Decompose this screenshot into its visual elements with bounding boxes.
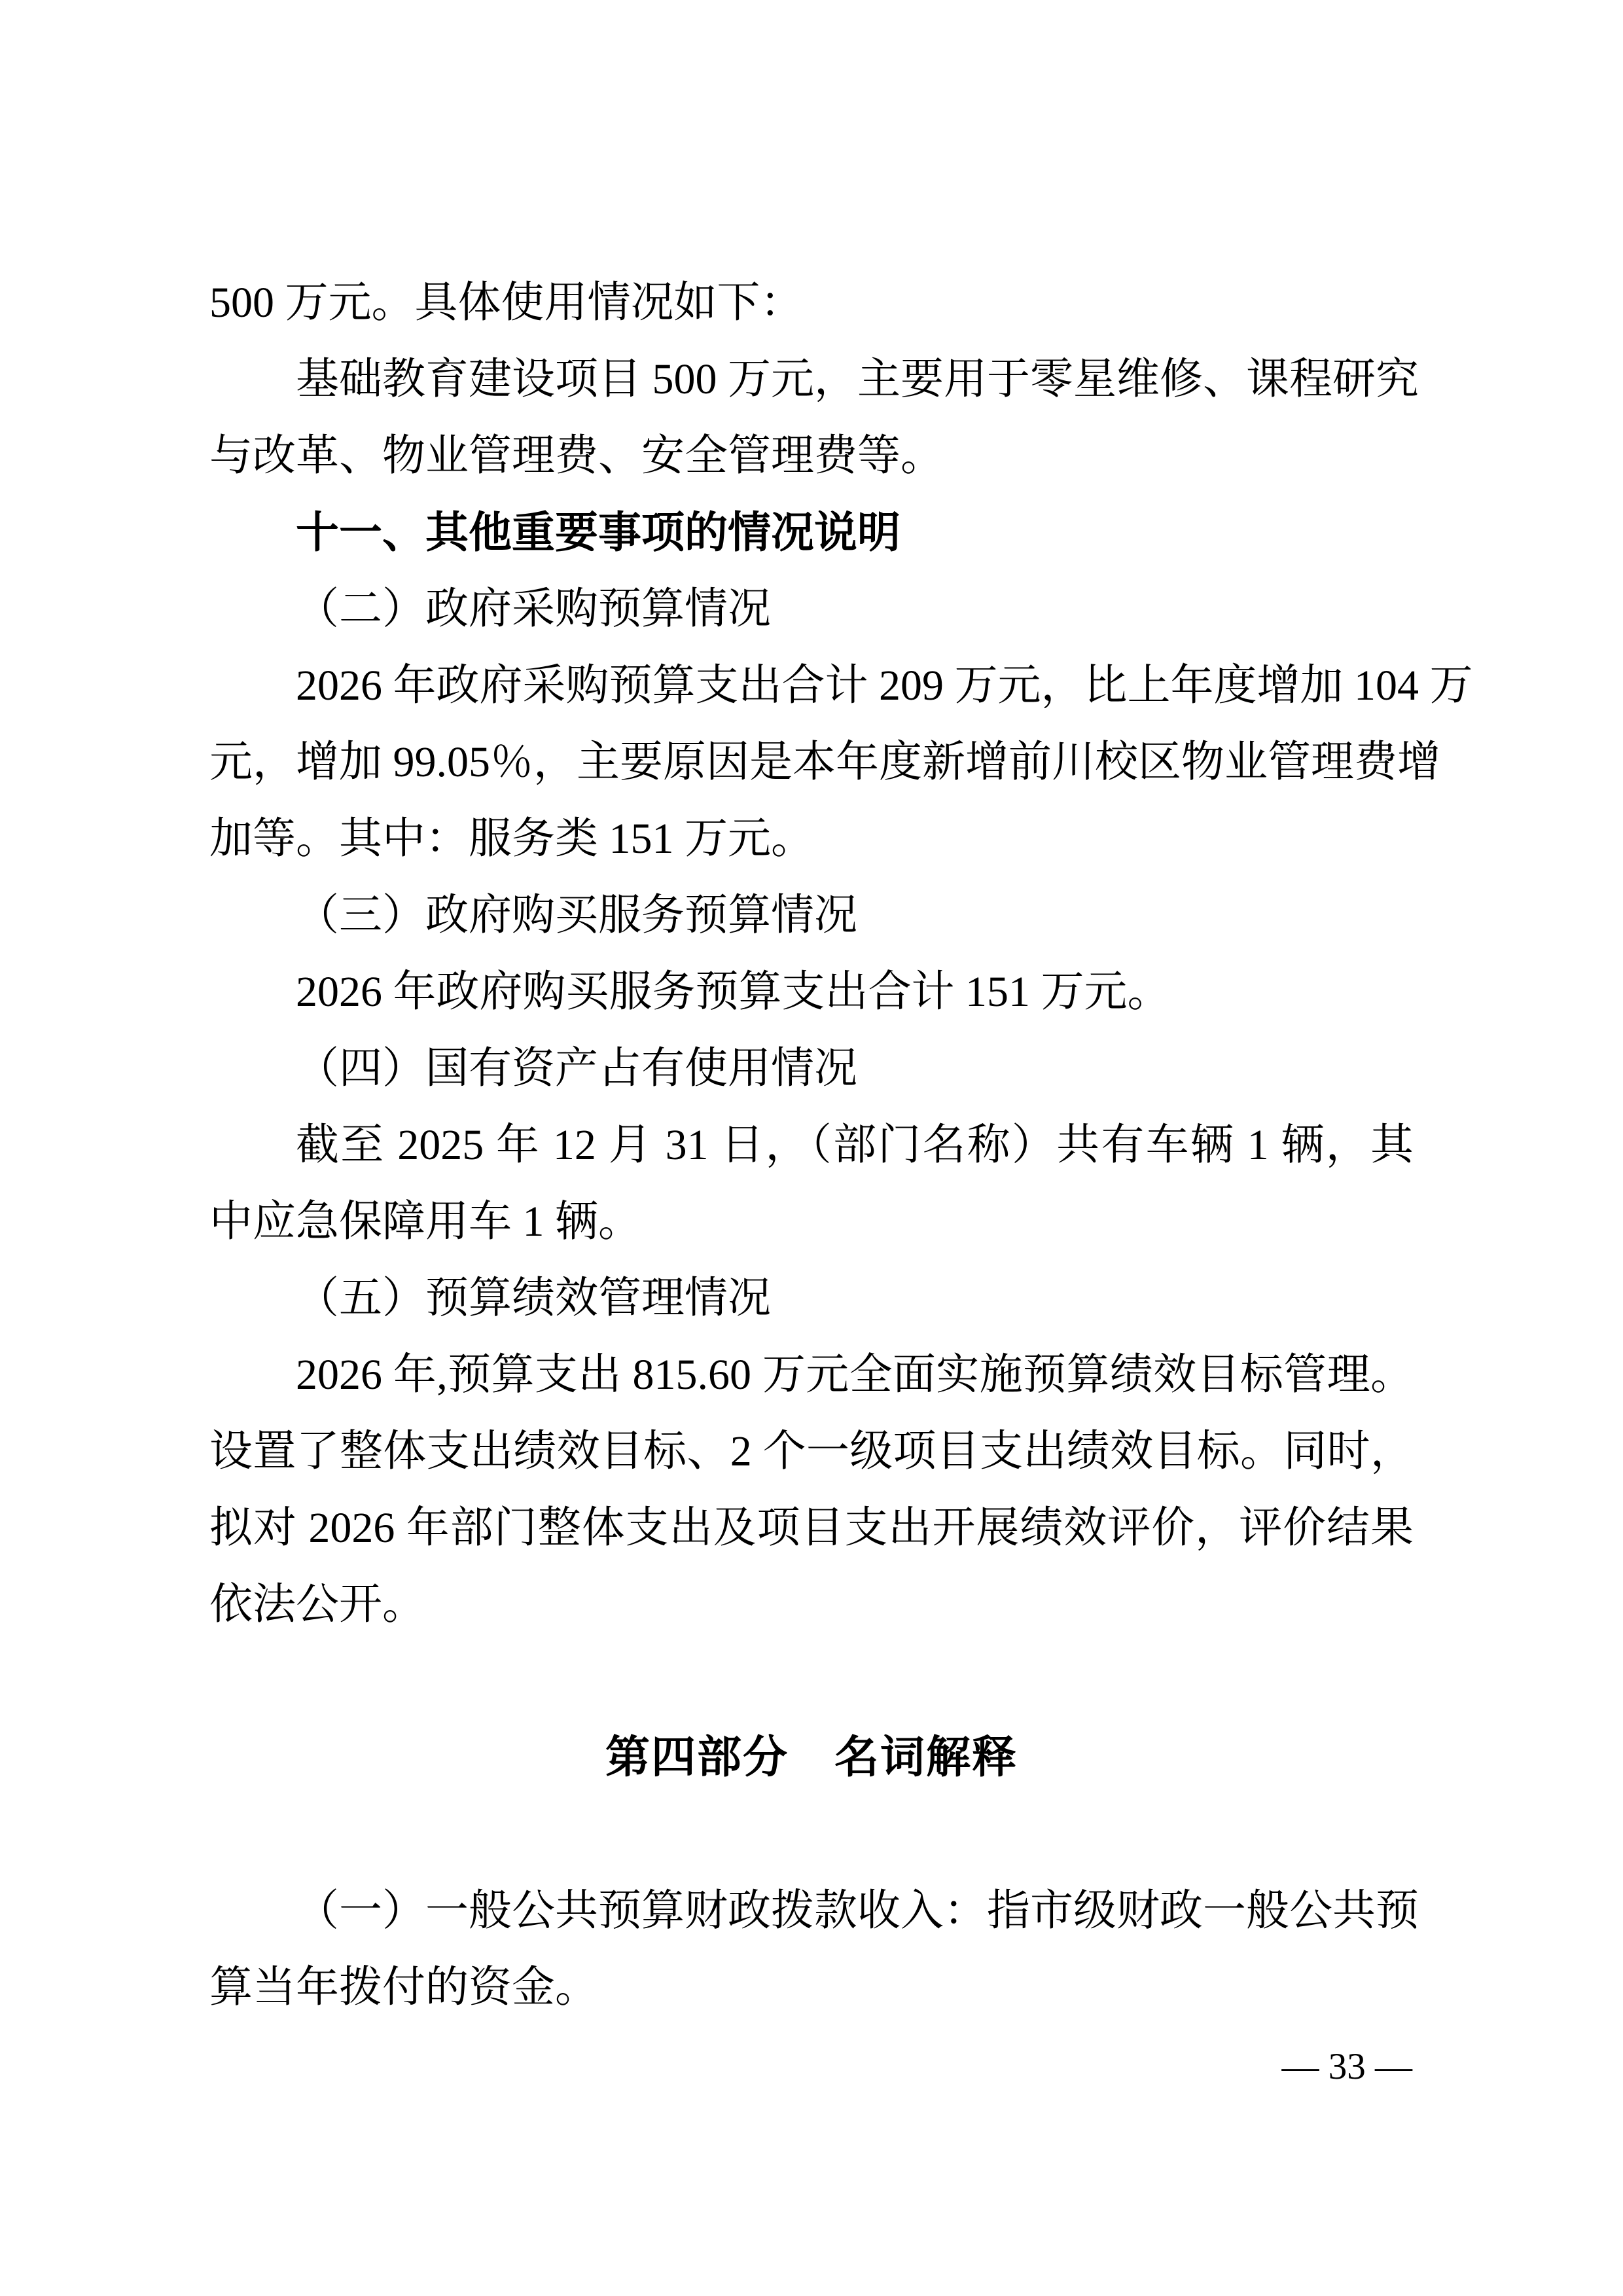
para-performance-line-4: 依法公开。: [209, 1581, 425, 1628]
subsection-heading-purchase-services: （三）政府购买服务预算情况: [296, 891, 857, 939]
glossary-item-1-line-1: （一）一般公共预算财政拨款收入：指市级财政一般公共预: [296, 1887, 1419, 1935]
para-procurement-line-3: 加等。其中：服务类 151 万元。: [209, 815, 814, 863]
part4-heading: 第四部分 名词解释: [605, 1732, 1018, 1782]
subsection-heading-procurement: （二）政府采购预算情况: [296, 585, 771, 633]
page-number: — 33 —: [1281, 2046, 1412, 2087]
para-purchase-services-line: 2026 年政府购买服务预算支出合计 151 万元。: [296, 968, 1171, 1016]
document-body: [209, 264, 1473, 2026]
para-basic-education-line-1: 基础教育建设项目 500 万元，主要用于零星维修、课程研究: [296, 355, 1419, 403]
para-procurement-line-1: 2026 年政府采购预算支出合计 209 万元，比上年度增加 104 万: [296, 662, 1473, 709]
para-basic-education-line-2: 与改革、物业管理费、安全管理费等。: [209, 432, 944, 480]
para-state-assets-line-2: 中应急保障用车 1 辆。: [209, 1198, 641, 1246]
para-usage-intro-line: 500 万元。具体使用情况如下：: [209, 279, 804, 327]
subsection-heading-state-assets: （四）国有资产占有使用情况: [296, 1045, 857, 1092]
glossary-item-1-line-2: 算当年拨付的资金。: [209, 1964, 598, 2011]
para-performance-line-3: 拟对 2026 年部门整体支出及项目支出开展绩效评价，评价结果: [209, 1504, 1414, 1552]
para-performance-line-2: 设置了整体支出绩效目标、2 个一级项目支出绩效目标。同时，: [209, 1427, 1414, 1475]
para-procurement-line-2: 元，增加 99.05％，主要原因是本年度新增前川校区物业管理费增: [209, 738, 1440, 786]
subsection-heading-performance: （五）预算绩效管理情况: [296, 1274, 771, 1322]
para-performance-line-1: 2026 年,预算支出 815.60 万元全面实施预算绩效目标管理。: [296, 1351, 1414, 1399]
para-state-assets-line-1: 截至 2025 年 12 月 31 日，（部门名称）共有车辆 1 辆，其: [296, 1121, 1414, 1169]
section-heading-11: 十一、其他重要事项的情况说明: [296, 508, 901, 556]
